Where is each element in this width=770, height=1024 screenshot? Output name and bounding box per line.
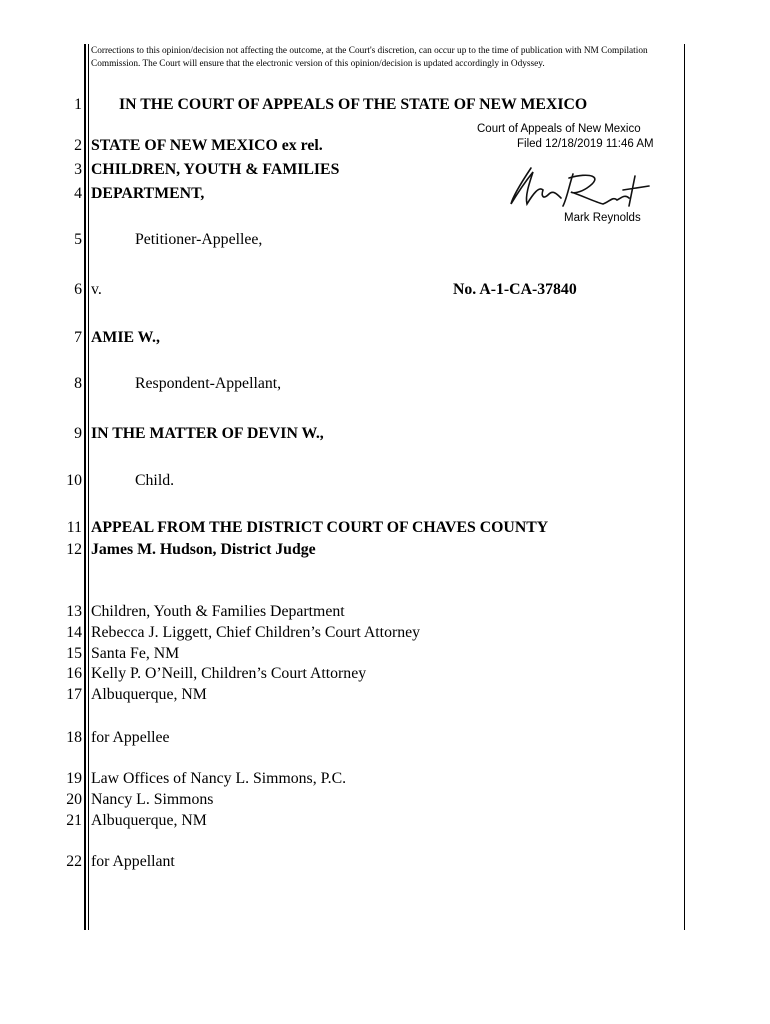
line-number: 21: [66, 812, 82, 829]
party-role: Petitioner-Appellee,: [135, 231, 263, 248]
line-number: 13: [66, 603, 82, 620]
line-number: 3: [74, 161, 82, 178]
line-number: 19: [66, 770, 82, 787]
line-number: 5: [74, 231, 82, 248]
counsel-line: Law Offices of Nancy L. Simmons, P.C.: [91, 770, 347, 787]
line-number: 2: [74, 137, 82, 154]
party-name-line: STATE OF NEW MEXICO ex rel.: [91, 137, 323, 154]
line-number: 4: [74, 185, 82, 202]
line-number: 15: [66, 645, 82, 662]
counsel-line: Nancy L. Simmons: [91, 791, 214, 808]
corrections-notice: Corrections to this opinion/decision not affecting the outcome, at the Court's discretion, can occur up to the time of publication with NM Compilation Commission. The Court will ensure that the electronic version of this opinion/decision is updated accordingly in Odyssey.: [91, 46, 648, 69]
counsel-line: Albuquerque, NM: [91, 686, 207, 703]
line-number: 16: [66, 665, 82, 682]
right-margin-rule: [684, 44, 685, 930]
counsel-line: Santa Fe, NM: [91, 645, 180, 662]
party-role: Respondent-Appellant,: [135, 375, 282, 392]
judge-line: James M. Hudson, District Judge: [91, 541, 316, 558]
filing-stamp-court: Court of Appeals of New Mexico: [477, 123, 641, 135]
line-number: 12: [66, 541, 82, 558]
line-number: 14: [66, 624, 82, 641]
party-name-line: CHILDREN, YOUTH & FAMILIES: [91, 161, 340, 178]
counsel-line: Children, Youth & Families Department: [91, 603, 345, 620]
counsel-line: Albuquerque, NM: [91, 812, 207, 829]
filing-stamp-clerk: Mark Reynolds: [564, 212, 641, 224]
line-number: 1: [74, 96, 82, 113]
line-number: 18: [66, 729, 82, 746]
party-name-line: AMIE W.,: [91, 329, 160, 346]
line-number: 20: [66, 791, 82, 808]
case-number: No. A-1-CA-37840: [453, 281, 577, 298]
line-number: 6: [74, 281, 82, 298]
counsel-role: for Appellee: [91, 729, 170, 746]
line-number: 8: [74, 375, 82, 392]
line-number: 9: [74, 425, 82, 442]
counsel-line: Kelly P. O’Neill, Children’s Court Attorney: [91, 665, 367, 682]
court-caption-heading: IN THE COURT OF APPEALS OF THE STATE OF NEW MEXICO: [119, 96, 588, 113]
counsel-role: for Appellant: [91, 853, 175, 870]
line-number: 11: [66, 519, 82, 536]
line-number: 22: [66, 853, 82, 870]
left-margin-rule-outer: [84, 44, 86, 930]
line-number: 10: [66, 472, 82, 489]
filing-stamp-date: Filed 12/18/2019 11:46 AM: [517, 138, 654, 150]
party-role: Child.: [135, 472, 175, 489]
versus-label: v.: [91, 281, 102, 298]
line-number: 17: [66, 686, 82, 703]
counsel-line: Rebecca J. Liggett, Chief Children’s Court Attorney: [91, 624, 421, 641]
appeal-heading: APPEAL FROM THE DISTRICT COURT OF CHAVES COUNTY: [91, 519, 549, 536]
line-number: 7: [74, 329, 82, 346]
left-margin-rule-inner: [88, 44, 90, 930]
party-name-line: DEPARTMENT,: [91, 185, 205, 202]
matter-line: IN THE MATTER OF DEVIN W.,: [91, 425, 324, 442]
